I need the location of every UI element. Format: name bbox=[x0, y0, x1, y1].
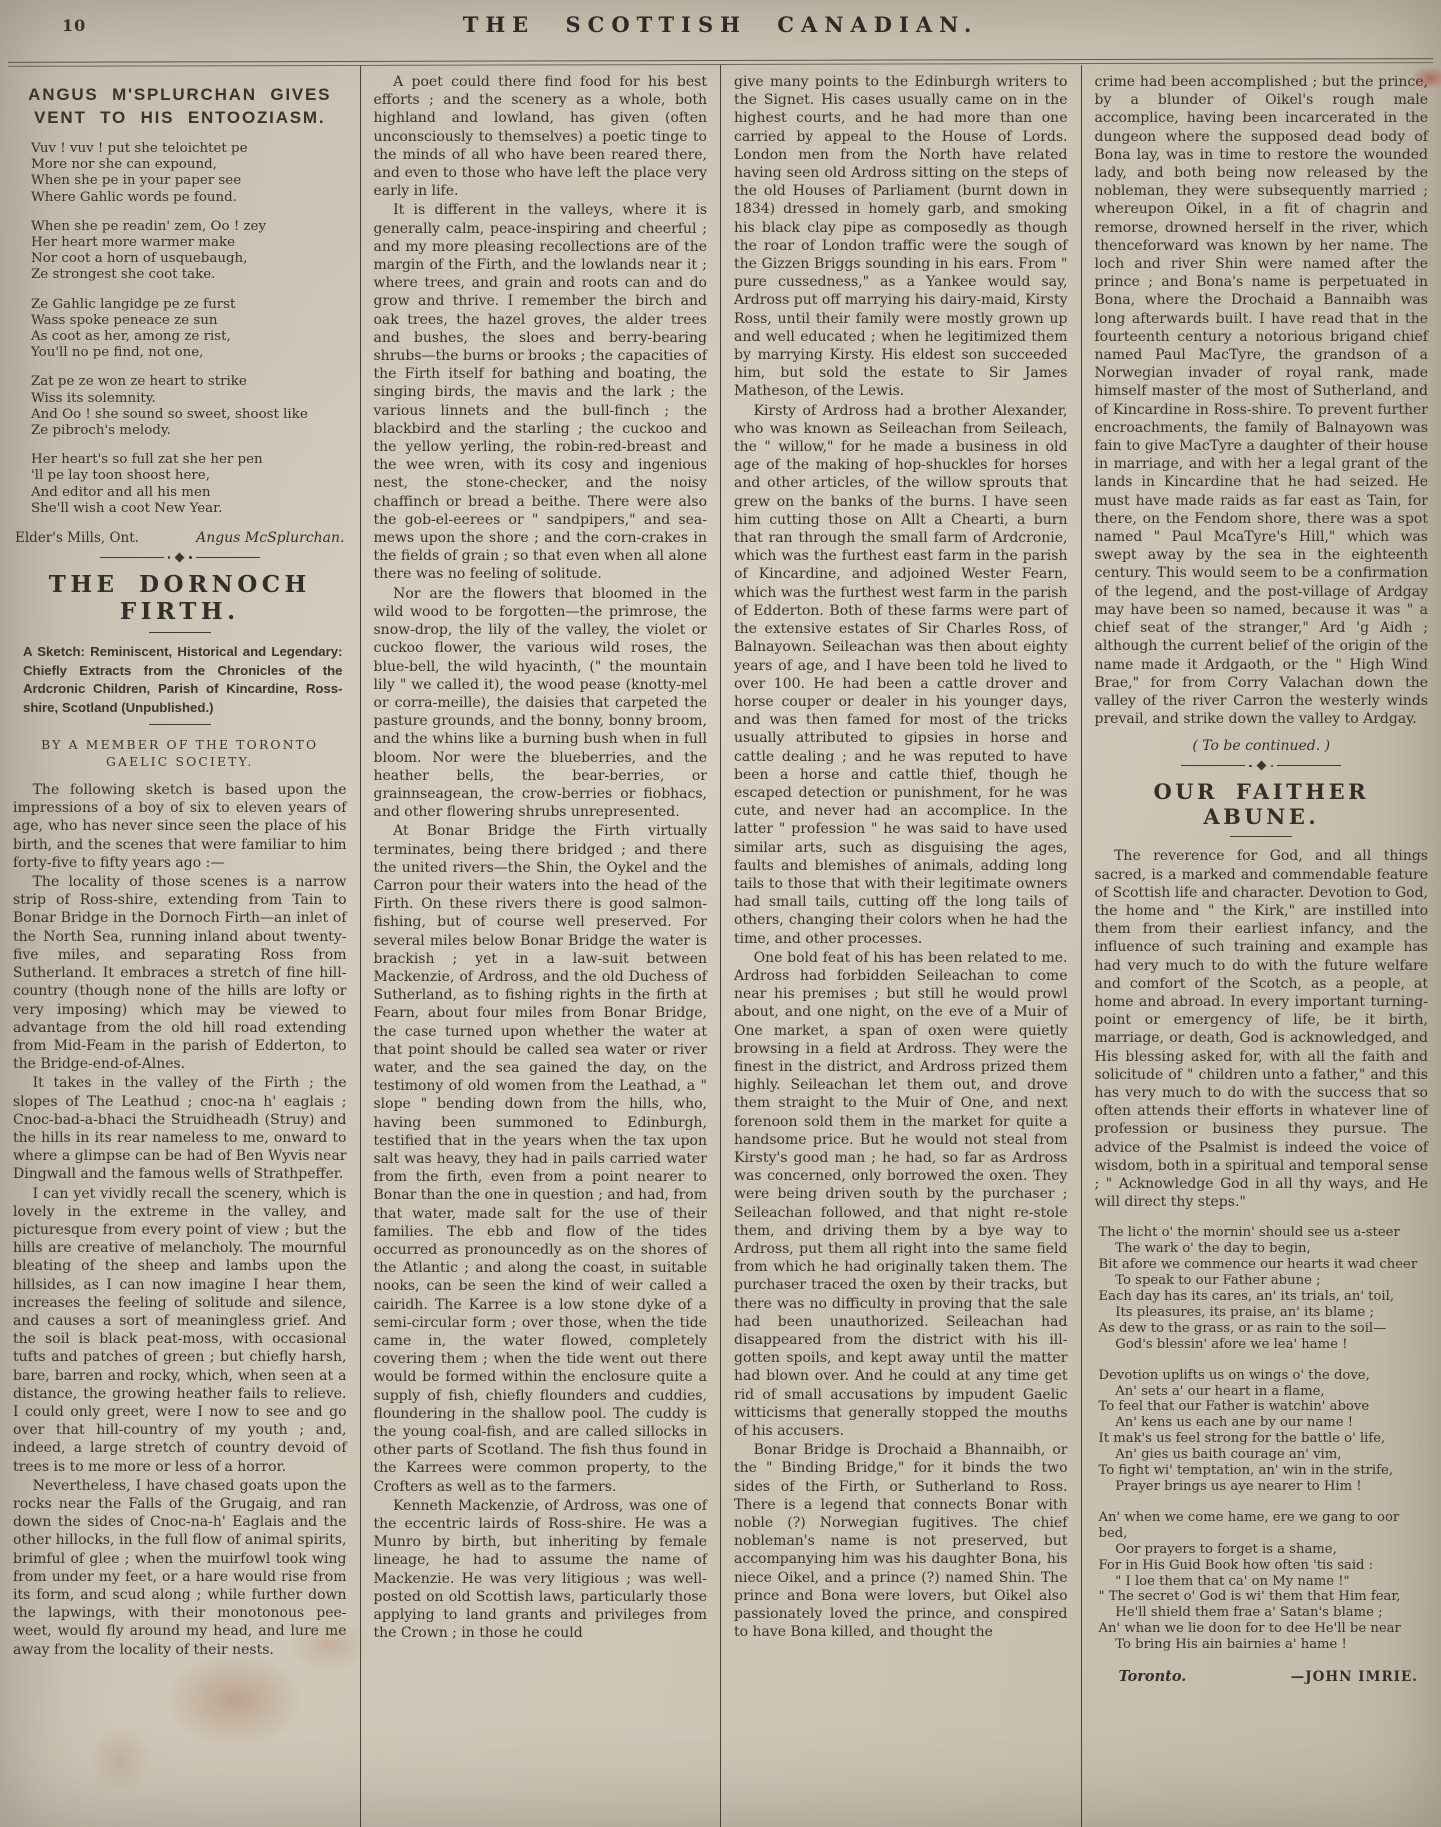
poem-line: Nor coot a horn of usquebaugh, bbox=[31, 251, 248, 267]
column-1 bbox=[0, 65, 360, 1827]
poem-line: An' kens us each ane by our name ! bbox=[1098, 1415, 1354, 1431]
poem-line: Where Gahlic words pe found. bbox=[31, 189, 237, 205]
paragraph: The following sketch is based upon the impressions of a boy of six to eleven years of age, who has never since seen the place of his birth, and the scenes that were familiar to him forty-five to fifty years ago :— bbox=[13, 782, 347, 871]
poem-line: Her heart's so full zat she her pen bbox=[31, 452, 263, 468]
paragraph: It is different in the valleys, where it is generally calm, peace-inspiring and cheerful ; and my more pleasing recollections are of the margin of the Firth, and the lowlands near it ; where trees, and grain and roots can and do grow and thrive. I remember the birch and oak trees, the hazel groves, the alder trees and bushes, the sloes and berry-bearing shrubs—the burns or brooks ; the capacities of the Firth itself for bathing and boating, the singing birds, the mavis and the lark ; the various linnets and the bull-finch ; the blackbird and the starling ; the cuckoo and the yellow yerling, the robin-red-breast and the wee wren, with its cosy and ingenious nest, the stone-checker, and the noisy chaffinch or bread a beithe. There were also the gob-el-eerees or " sandpipers," and sea-mews upon the shore ; and the corn-crakes in the fields of grain ; so that even when all alone there was no feeling of solitude. bbox=[373, 202, 707, 583]
poem-line: Ze pibroch's melody. bbox=[31, 423, 171, 439]
poem-line: Ze Gahlic langidge pe ze furst bbox=[31, 296, 236, 312]
poem-line: Prayer brings us aye nearer to Him ! bbox=[1098, 1478, 1362, 1494]
poem-line: More nor she can expound, bbox=[31, 157, 217, 173]
poem-line: Its pleasures, its praise, an' its blame ; bbox=[1098, 1304, 1374, 1320]
poem-line: An' gies us baith courage an' vim, bbox=[1098, 1447, 1342, 1463]
paragraph: The locality of those scenes is a narrow strip of Ross-shire, extending from Tain to Bonar Bridge in the Dornoch Firth—an inlet of the North Sea, running inland about twenty-five miles, and separating Ross from Sutherland. It embraces a stretch of fine hill-country (though none of the hills are lofty or very imposing) which may be viewed to advantage from the old hill road extending from Mid-Feam in the parish of Edderton, to the Bridge-end-of-Alnes. bbox=[13, 874, 347, 1073]
poem-line: To fight wi' temptation, an' win in the strife, bbox=[1098, 1463, 1394, 1479]
poem-stanza bbox=[1099, 1225, 1429, 1352]
dornoch-col2-body bbox=[374, 73, 708, 1642]
poem-line: The licht o' the mornin' should see us a-steer bbox=[1098, 1225, 1400, 1241]
paragraph: Nor are the flowers that bloomed in the wild wood to be forgotten—the primrose, the snow-drop, the lily of the valley, the violet or cuckoo flower, the various wild roses, the blue-bell, the wild hyacinth, (" the mountain lily " we called it), the wood pease (knotty-mel or corra-meille), the daisies that carpeted the pasture grounds, and the bonny, bonny broom, and the whins like a burning bush when in full bloom. Nor were the blueberries, and the heather bells, the bear-berries, or grainnseagean, the crow-berries or fiobhacs, and other flowering shrubs unrepresented. bbox=[373, 585, 707, 821]
column-layout bbox=[0, 65, 1441, 1827]
deck-rule bbox=[149, 724, 211, 725]
poem-line: Ze strongest she coot take. bbox=[31, 267, 216, 283]
faither-poem bbox=[1099, 1225, 1429, 1653]
paragraph: A poet could there find food for his best efforts ; and the scenery as a whole, both highland and lowland, has given (often unconsciously to themselves) a poetic tinge to the minds of all who have been reared there, and even to those who have left the place very early in life. bbox=[373, 74, 707, 200]
page-number: 10 bbox=[62, 16, 87, 35]
poem-line: Zat pe ze won ze heart to strike bbox=[31, 374, 247, 390]
poem-line: An' when we come hame, ere we gang to oor bed, bbox=[1098, 1509, 1404, 1541]
poem-line: Bit afore we commence our hearts it wad cheer bbox=[1098, 1257, 1418, 1273]
to-be-continued: ( To be continued. ) bbox=[1192, 738, 1331, 755]
poem-line: Devotion uplifts us on wings o' the dove, bbox=[1098, 1367, 1370, 1383]
poem-line: Vuv ! vuv ! put she teloichtet pe bbox=[31, 141, 248, 156]
faither-paragraph: The reverence for God, and all things sacred, is a marked and commendable feature of Scottish life and character. Devotion to God, the home and " the Kirk," are instilled into them from their earliest infancy, and the influence of such training and example has had very much to do with the future welfare and comfort of the Scotch, as a people, at home and abroad. In every important turning-point or emergency of life, be it birth, marriage, or death, God is acknowledged, and His blessing asked for, with all the faith and solicitude of " children unto a father," and this has very much to do with the success that so often attends their efforts in whatever line of profession or business they pursue. The advice of the Psalmist is indeed the voice of wisdom, both in a spiritual and temporal sense ; " Acknowledge God in all thy ways, and He will direct thy steps." bbox=[1094, 848, 1428, 1211]
paragraph: It takes in the valley of the Firth ; the slopes of The Leathud ; cnoc-na h' eaglais ; Cnoc-bad-a-bhaci the Struidheadh (Struy) and the hills in its rear nameless to me, onward to where a glimpse can be had of Ben Wyvis near Dingwall and the famous wells of Strathpeffer. bbox=[13, 1075, 347, 1183]
dornoch-col4-lead: crime had been accomplished ; but the prince, by a blunder of Oikel's rough male accomplice, having been incarcerated in the dungeon where the supposed dead body of Bona lay, was in time to restore the wounded lady, and both being now released by the nobleman, they were subsequently married ; whereupon Oikel, in a fit of chagrin and remorse, drowned herself in the river, which thenceforward was known by her name. The loch and river Shin were named after the prince ; and Bona's name is perpetuated in Bona, where the Drochaid a Bannaibh was long afterwards built. I have read that in the fourteenth century a notorious brigand chief named Paul MacTyre, the grandson of a Norwegian invader of royal rank, made himself master of the most of Sutherland, and of Kincardine in Ross-shire. To prevent further encroachments, the family of Balnayown was fain to give MacTyre a daughter of their house in marriage, and with her a legal grant of the lands in Kincardine that he had seized. He must have made raids as far east as Tain, for there, on the Fendom shore, there was a spot named " Paul McaTyre's Hill," which was swept away by the sea in the eighteenth century. This would seem to be a confirmation of the legend, and the post-village of Ardgay may have been so named, because it was " a chief seat of the stranger," Ard 'g Aidh ; although the current belief of the origin of the name made it Ardgaoth, or the " High Wind Brae," for from Corry Valachan down the valley of the river Carron the westerly winds prevail, and strike down the valley to Ardgay. bbox=[1094, 74, 1428, 728]
poem-line: He'll shield them frae a' Satan's blame ; bbox=[1098, 1605, 1383, 1621]
entooziasm-signature bbox=[15, 530, 345, 546]
paragraph: Nevertheless, I have chased goats upon the rocks near the Falls of the Grugaig, and ran down the sides of Cnoc-na-h' Eaglais and the other hillocks, in the full flow of animal spirits, brimful of glee ; when the muirfowl took wing from under my feet, or a hare would rise from its form, and scud along ; while further down the lapwings, with their monotonous pee-weet, would fly around my head, and lure me away from the locality of their nests. bbox=[13, 1477, 347, 1658]
dornoch-col3-body bbox=[734, 402, 1068, 1642]
poem-line: " I loe them that ca' on My name !" bbox=[1098, 1573, 1350, 1589]
poem-line: It mak's us feel strong for the battle o' life, bbox=[1098, 1431, 1386, 1447]
dornoch-title: THE DORNOCH FIRTH. bbox=[48, 571, 311, 626]
poem-line: Each day has its cares, an' its trials, an' toil, bbox=[1098, 1289, 1395, 1304]
paragraph: Kenneth Mackenzie, of Ardross, was one of the eccentric lairds of Ross-shire. He was a Munro by birth, but inheriting by female lineage, he had to assume the name of Mackenzie. He was very litigious ; was well-posted on old Scottish laws, particularly those applying to land grants and privileges from the Crown ; in those he could bbox=[373, 1497, 707, 1642]
headline-rule bbox=[149, 632, 211, 633]
entooziasm-poem bbox=[31, 141, 347, 517]
footer-place: Toronto. bbox=[1118, 1668, 1187, 1686]
paragraph: At Bonar Bridge the Firth virtually terminates, being there bridged ; and there the united rivers—the Shin, the Oykel and the Carron pour their waters into the head of the Firth. On these rivers there is good salmon-fishing, but of course well preserved. For several miles below Bonar Bridge the water is brackish ; yet in a law-suit between Mackenzie, of Ardross, and the old Duchess of Sutherland, as to fishing rights in the firth at Fearn, about four miles from Bonar Bridge, the case turned upon whether the water at that point should be called sea water or river water, and the sea gained the day, on the testimony of old women from the Leathad, a " slope " bending down from the hills, who, having been summoned to Edinburgh, testified that in the years when the tax upon salt was heavy, they had in pails carried water from the firth, even from a point nearer to Bonar than the one in question ; and had, from that water, made salt for the use of their families. The ebb and flow of the tides occurred as pronouncedly as on the shores of the Atlantic ; and along the coast, in suitable nooks, can be seen the kind of weir called a cairidh. The Karree is a low stone dyke of a semi-circular form ; over those, when the tide came in, the water flowed, completely covering them ; when the tide went out there would be formed within the enclosure quite a supply of fish, chiefly flounders and cuddies, floundering in the shallow pool. The cuddy is the young coal-fish, and are called sillocks in other parts of Scotland. The fish thus found in the Karrees were common property, to the Crofters as well as to the farmers. bbox=[373, 823, 707, 1495]
column-4 bbox=[1081, 65, 1441, 1827]
paragraph: Kirsty of Ardross had a brother Alexander, who was known as Seileachan from Seileach, the " willow," for he made a business in old age of the making of hop-shuckles for horses and other articles, of the willow sprouts that grew on the banks of the burns. I have seen him cutting those on Allt a Chearti, a burn that ran through the small farm of Ardcronie, which was the furthest east farm in the parish of Kincardine, and adjoined Wester Fearn, which was the furthest west farm in the parish of Edderton. Both of these farms were part of the extensive estates of Sir Charles Ross, of Balnayown. Seileachan was then about eighty years of age, and I have been told he lived to over 100. He had been a cattle drover and horse couper or dealer in his younger days, and was then famed for most of the tricks usually attributed to gipsies in horse and cattle dealing ; and he was reputed to have been a horse and cattle thief, though he escaped detection or punishment, for he was cute, and never had an accomplice. In the latter " profession " he was said to have used similar arts, such as disguising the ages, faults and blemishes of animals, adding long tails to those that with their legitimate owners had small tails, cutting off the long tails of others, changing their colors when he had the time, and other processes. bbox=[734, 402, 1068, 947]
poem-line: To bring His ain bairnies a' hame ! bbox=[1098, 1637, 1347, 1653]
faither-signature bbox=[1119, 1668, 1419, 1685]
poem-line: And Oo ! she sound so sweet, shoost like bbox=[31, 406, 308, 422]
dornoch-col3-lead: give many points to the Edinburgh writers to the Signet. His cases usually came on in the highest courts, and he had more than one carried by appeal to the House of Lords. London men from the North have related having seen old Ardross sitting on the steps of the old Houses of Parliament (burnt down in 1834) dressed in homely garb, and smoking his black clay pipe as composedly as though the roar of London traffic were the sough of the Gizzen Briggs sounding in his ears. From " pure cussedness," as a Yankee would say, Ardross put off marrying his dairy-maid, Kirsty Ross, until their family were mostly grown up and well educated ; when he legitimized them by marrying Kirsty. His eldest son succeeded him, but sold the estate to Sir James Matheson, of the Lewis. bbox=[734, 74, 1068, 400]
poem-line: An' sets a' our heart in a flame, bbox=[1098, 1383, 1325, 1399]
dornoch-deck: A Sketch: Reminiscent, Historical and Legendary: Chiefly Extracts from the Chronicles of the Ardcronic Children, Parish of Kincardine, Ross-shire, Scotland (Unpublished.) bbox=[23, 644, 343, 715]
poem-line: " The secret o' God is wi' them that Him fear, bbox=[1098, 1589, 1401, 1605]
page-header bbox=[0, 0, 1441, 56]
footer-author: —JOHN IMRIE. bbox=[1290, 1669, 1418, 1686]
poem-line: And editor and all his men bbox=[31, 484, 211, 500]
masthead-title: THE SCOTTISH CANADIAN. bbox=[462, 12, 979, 37]
entooziasm-title: ANGUS M'SPLURCHAN GIVES VENT TO HIS ENTOOZIASM. bbox=[28, 85, 332, 127]
faither-title: OUR FAITHER ABUNE. bbox=[1153, 779, 1370, 830]
poem-line: When she pe in your paper see bbox=[31, 173, 242, 189]
poem-line: Wiss its solemnity. bbox=[31, 390, 156, 406]
poem-line: When she pe readin' zem, Oo ! zey bbox=[31, 218, 267, 234]
poem-line: God's blessin' afore we lea' hame ! bbox=[1098, 1336, 1348, 1352]
paragraph: I can yet vividly recall the scenery, which is lovely in the extreme in the valley, and picturesque from every point of view ; but the hills are creative of melancholy. The mournful bleating of the sheep and lambs upon the hillsides, as I can now imagine I hear them, increases the feeling of solitude and silence, and causes a sort of meaningless grief. And the soil is black peat-moss, with occasional tufts and patches of green ; but chiefly harsh, bare, barren and rocky, which, when seen at a distance, the growing heather fails to relieve. I could only greet, were I now to see and go over that hill-country of my youth ; and, indeed, a large stretch of country devoid of trees is to me more or less of a horror. bbox=[13, 1185, 347, 1475]
poem-stanza bbox=[31, 141, 347, 206]
ornament-divider bbox=[1125, 762, 1399, 769]
column-3 bbox=[720, 65, 1081, 1827]
poem-line: She'll wish a coot New Year. bbox=[31, 500, 223, 516]
poem-line: As dew to the grass, or as rain to the soil— bbox=[1098, 1320, 1387, 1336]
poem-stanza bbox=[31, 219, 347, 284]
poem-stanza bbox=[1099, 1368, 1429, 1495]
column-2 bbox=[360, 65, 721, 1827]
poem-stanza bbox=[31, 297, 347, 362]
poem-line: Oor prayers to forget is a shame, bbox=[1098, 1541, 1337, 1557]
poem-line: Wass spoke peneace ze sun bbox=[31, 312, 218, 328]
poem-line: The wark o' the day to begin, bbox=[1098, 1241, 1311, 1257]
signature-place: Elder's Mills, Ont. bbox=[15, 530, 139, 547]
poem-stanza bbox=[1099, 1510, 1429, 1653]
poem-line: To feel that our Father is watchin' above bbox=[1098, 1399, 1370, 1415]
poem-stanza bbox=[31, 452, 347, 517]
signature-name: Angus McSplurchan. bbox=[196, 530, 345, 547]
poem-line: An' whan we lie doon for to dee He'll be near bbox=[1098, 1621, 1401, 1637]
ornament-divider bbox=[43, 554, 317, 561]
poem-stanza bbox=[31, 374, 347, 439]
poem-line: You'll no pe find, not one, bbox=[31, 345, 204, 361]
poem-line: As coot as her, among ze rist, bbox=[31, 329, 231, 345]
dornoch-byline: BY A MEMBER OF THE TORONTO GAELIC SOCIETY. bbox=[41, 738, 319, 770]
dornoch-col1-body bbox=[13, 781, 347, 1659]
poem-line: To speak to our Father abune ; bbox=[1098, 1273, 1321, 1289]
headline-rule bbox=[1230, 836, 1292, 837]
poem-line: 'll pe lay toon shoost here, bbox=[31, 468, 210, 484]
poem-line: For in His Guid Book how often 'tis said : bbox=[1098, 1557, 1374, 1573]
poem-line: Her heart more warmer make bbox=[31, 235, 236, 251]
paragraph: Bonar Bridge is Drochaid a Bhannaibh, or the " Binding Bridge," for it binds the two sides of the Firth, or Sutherland to Ross. There is a legend that connects Bonar with noble (?) Norwegian fugitives. The chief nobleman's name is not preserved, but accompanying him was his daughter Bona, his niece Oikel, and a prince (?) named Shin. The prince and Bona were lovers, but Oikel also passionately loved the prince, and conspired to have Bona killed, and thought the bbox=[734, 1442, 1068, 1641]
paragraph: One bold feat of his has been related to me. Ardross had forbidden Seileachan to come near his premises ; but still he would prowl about, and one night, on the eve of a Muir of One market, a span of oxen were quietly browsing in a field at Ardross. They were the finest in the district, and Ardross prized them highly. Seileachan let them out, and drove them straight to the Muir of One, and next forenoon sold them in the market for quite a handsome price. But he would not steal from Kirsty's good man ; he had, so far as Ardross was concerned, only borrowed the oxen. They were being driven south by the purchaser ; Seileachan followed, and that night re-stole them, and driving them by a bye way to Ardross, put them all right into the same field from which he had originally taken them. The purchaser traced the oxen by their tracks, but there was no difficulty in proving that the sale had been unauthorized. Seileachan had disappeared from the district with his ill-gotten spoils, and kept away until the matter had blown over. And he could at any time get rid of small accusations by impudent Gaelic witticisms that generally stopped the mouths of his accusers. bbox=[734, 949, 1068, 1440]
